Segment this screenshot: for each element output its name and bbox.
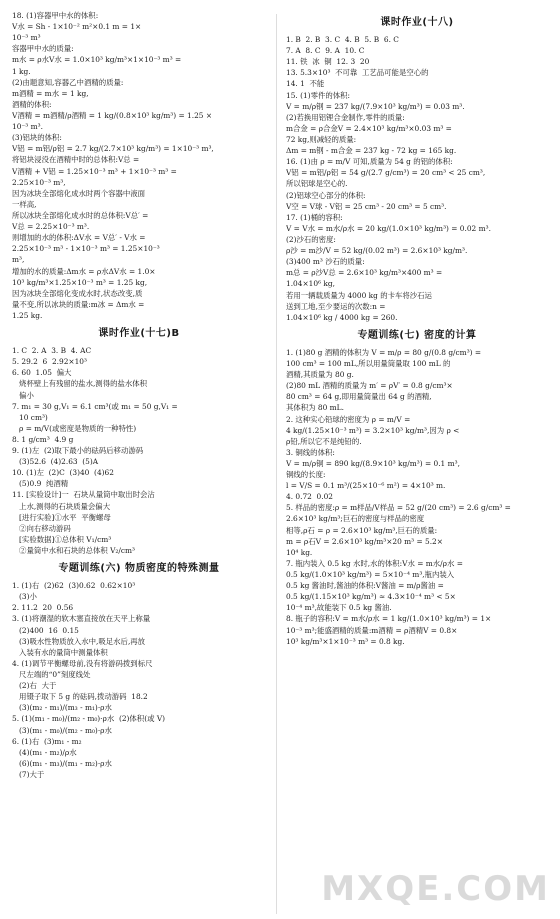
answer-line: 14. 1 不能: [286, 79, 325, 89]
watermark-logo: MXQE.COM: [321, 869, 550, 909]
left-answer-block-3: [12, 580, 266, 780]
answer-line: 偏小: [12, 390, 34, 400]
answer-line: 7. A 8. C 9. A 10. C: [286, 46, 365, 56]
answer-line: 17. (1)桶的容积:: [286, 212, 343, 222]
answer-line: 8. 1 g/cm³ 4.9 g: [12, 434, 74, 444]
answer-line: 2. 11.2 20 0.56: [12, 603, 74, 613]
answer-line: 72 kg,则减轻的质量:: [286, 134, 357, 144]
section-heading-zhuan-ti-7: 专题训练(七) 密度的计算: [357, 329, 477, 341]
answer-line: l = V/S = 0.1 m³/(25×10⁻⁶ m²) = 4×10³ m.: [286, 481, 446, 491]
answer-line: (2)铝球空心部分的体积:: [286, 190, 366, 200]
answer-line: 2.6×10³ kg/m³;巨石的密度与样品的密度: [286, 514, 425, 524]
answer-line: 0.5 kg 酱油时,酱油的体积:V酱油 = m/ρ酱油 =: [286, 581, 444, 591]
answer-line: ②向右移动游码: [12, 523, 71, 533]
answer-line: 9. (1)左 (2)取下最小的砝码后移动游码: [12, 446, 144, 456]
answer-line: 若用一辆载质量为 4000 kg 的卡车将沙石运: [286, 290, 432, 300]
answer-line: V = m/ρ钢 = 237 kg/(7.9×10³ kg/m³) = 0.03 m³.: [286, 101, 465, 111]
answer-line: (2)80 mL 酒精的质量为 m′ = ρV′ = 0.8 g/cm³×: [286, 381, 453, 391]
answer-line: V = m/ρ铜 = 890 kg/(8.9×10³ kg/m³) = 0.1 m³,: [286, 458, 460, 468]
answer-line: 将铝块浸没在酒精中时的总体积:V总 =: [12, 155, 140, 165]
answer-line: 10⁴ kg.: [286, 547, 313, 557]
answer-line: 0.5 kg/(1.0×10³ kg/m³) = 5×10⁻⁴ m³,瓶内装入: [286, 570, 455, 580]
answer-line: 2.25×10⁻³ m³ - 1×10⁻³ m³ = 1.25×10⁻³: [12, 244, 160, 254]
section-heading-ke-shi-17b: 课时作业(十七)B: [98, 328, 180, 340]
answer-line: 8. 瓶子的容积:V = m水/ρ水 = 1 kg/(1.0×10³ kg/m³) = 1×: [286, 614, 492, 624]
answer-line: 容器甲中水的质量:: [12, 44, 74, 54]
answer-line: 1. (1)80 g 酒精的体积为 V = m/ρ = 80 g/(0.8 g/cm³) =: [286, 347, 482, 357]
answer-line: 5. 29.2 6 2.92×10³: [12, 357, 87, 367]
answer-line: 10³ kg/m³×1×10⁻³ m³ = 0.8 kg.: [286, 636, 405, 646]
answer-line: (2)若换用铝锂合金制作,零件的质量:: [286, 112, 405, 122]
answer-line: V酒精 + V铝 = 1.25×10⁻³ m³ + 1×10⁻³ m³ =: [12, 166, 177, 176]
answer-line: 1. (1)右 (2)62 (3)0.62 0.62×10³: [12, 581, 136, 591]
answer-line: Δm = m钢 - m合金 = 237 kg - 72 kg = 165 kg.: [286, 146, 457, 156]
answer-line: 15. (1)零件的体积:: [286, 90, 351, 100]
answer-line: 11. 铁 冰 铜 12. 3 20: [286, 57, 370, 67]
answer-line: 7. 瓶内装入 0.5 kg 水时,水的体积:V水 = m水/ρ水 =: [286, 558, 463, 568]
answer-line: V水 = Sh - 1×10⁻² m²×0.1 m = 1×: [12, 22, 142, 32]
answer-line: (6)(m₁ - m₃)/(m₁ - m₂)·ρ水: [12, 758, 112, 768]
answer-line: ρ = m/V(或密度是物质的一种特性): [12, 423, 137, 433]
answer-line: 增加的水的质量:Δm水 = ρ水ΔV水 = 1.0×: [12, 266, 156, 276]
answer-line: m水 = ρ水V水 = 1.0×10³ kg/m³×1×10⁻³ m³ =: [12, 55, 182, 65]
answer-line: 4. 0.72 0.02: [286, 492, 334, 502]
answer-line: 所以冰块全部熔化成水时的总体积:V总′ =: [12, 210, 149, 220]
answer-line: V总 = 2.25×10⁻³ m³.: [12, 222, 90, 232]
answer-line: 11. [实验设计]一 石块从量筒中取出时会沾: [12, 490, 155, 500]
answer-line: 1.04×10⁶ kg,: [286, 279, 335, 289]
left-column: [12, 10, 266, 919]
answer-line: 一样高,: [12, 199, 37, 209]
answer-line: ρ铅,所以它不是纯铅的.: [286, 436, 362, 446]
answer-line: 1.04×10⁶ kg / 4000 kg = 260.: [286, 312, 398, 322]
answer-line: m合金 = ρ合金V = 2.4×10³ kg/m³×0.03 m³ =: [286, 123, 452, 133]
answer-line: 0.5 kg/(1.15×10³ kg/m³) ≈ 4.3×10⁻⁴ m³ < 5×: [286, 592, 456, 602]
answer-line: (5)0.9 纯酒精: [12, 479, 69, 489]
answer-line: m总 = ρ沙V总 = 2.6×10³ kg/m³×400 m³ =: [286, 268, 443, 278]
answer-line: 烧杯壁上有残留的盐水,测得的盐水体积: [12, 379, 148, 389]
answer-line: 7. m₁ = 30 g,V₁ = 6.1 cm³(或 m₁ = 50 g,V₁ =: [12, 401, 178, 411]
answer-line: m³,: [12, 255, 25, 265]
answer-line: (4)(m₁ - m₂)/ρ水: [12, 747, 77, 757]
answer-line: 10. (1)左 (2)C (3)40 (4)62: [12, 468, 114, 478]
answer-line: (3)吸水性物质放入水中,吸足水后,再放: [12, 636, 146, 646]
answer-line: 其体积为 80 mL.: [286, 403, 344, 413]
answer-line: (2)400 16 0.15: [12, 625, 79, 635]
answer-line: (2)沙石的密度:: [286, 234, 336, 244]
answer-line: 10⁻³ m³: [12, 33, 41, 43]
answer-line: (3)52.6 (4)2.63 (5)A: [12, 457, 99, 467]
answer-line: 5. 样品的密度:ρ = m样品/V样品 = 52 g/(20 cm³) = 2.6 g/cm³ =: [286, 503, 511, 513]
answer-line: 1. C 2. A 3. B 4. AC: [12, 346, 92, 356]
answer-line: 上水,测得的石块质量会偏大: [12, 501, 111, 511]
answer-line: 18. (1)容器甲中水的体积:: [12, 11, 99, 20]
answer-line: 则增加的水的体积:ΔV水 = V总′ - V水 =: [12, 233, 146, 243]
answer-line: 2.25×10⁻³ m³,: [12, 177, 66, 187]
answer-line: (2)右 大于: [12, 681, 57, 691]
answer-line: ②量筒中水和石块的总体积 V₂/cm³: [12, 546, 135, 556]
right-answer-block-2: [286, 347, 548, 647]
answer-line: 量不变,所以冰块的质量:m冰 = Δm水 =: [12, 299, 145, 309]
answer-line: 用镊子取下 5 g 的砝码,拨动游码 18.2: [12, 692, 148, 702]
answer-line: ρ沙 = m沙/V = 52 kg/(0.02 m³) = 2.6×10³ kg/m³.: [286, 246, 468, 256]
answer-line: 10⁻⁴ m³,故能装下 0.5 kg 酱油.: [286, 603, 392, 613]
left-answer-block-1: [12, 10, 266, 321]
answer-line: 1 kg.: [12, 66, 31, 76]
answer-line: V铝 = m铝/ρ铝 = 54 g/(2.7 g/cm³) = 20 cm³ < 25 cm³,: [286, 168, 486, 178]
answer-line: 5. (1)(m₁ - m₀)/(m₂ - m₀)·ρ水 (2)体积(或 V): [12, 714, 166, 724]
answer-line: 酒精的体积:: [12, 99, 52, 109]
answer-line: 送到工地,至少要运的次数:n =: [286, 301, 386, 311]
answer-line: V酒精 = m酒精/ρ酒精 = 1 kg/(0.8×10³ kg/m³) = 1.25 ×: [12, 110, 213, 120]
answer-line: 4. (1)调节平衡螺母前,没有将游码拨到标尺: [12, 658, 153, 668]
answer-line: 入装有水的量筒中测量体积: [12, 647, 108, 657]
answer-line: [实验数据]①总体积 V₁/cm³: [12, 534, 112, 544]
answer-line: 10⁻³ m³.: [12, 122, 43, 132]
answer-line: 4 kg/(1.25×10⁻³ m³) = 3.2×10³ kg/m³,因为 ρ <: [286, 425, 460, 435]
section-heading-zhuan-ti-6: 专题训练(六) 物质密度的特殊测量: [58, 563, 220, 575]
answer-line: (7)大于: [12, 770, 45, 779]
answer-line: (3)400 m³ 沙石的质量:: [286, 257, 365, 267]
answer-line: 因为冰块全部熔化变成水时,状态改变,质: [12, 288, 143, 298]
answer-line: m酒精 = m水 = 1 kg,: [12, 88, 89, 98]
left-answer-block-2: [12, 345, 266, 556]
column-divider: [276, 14, 277, 914]
answer-line: V铝 = m铝/ρ铝 = 2.7 kg/(2.7×10³ kg/m³) = 1×10⁻³ m³,: [12, 144, 214, 154]
answer-line: 3. (1)将潮湿的软木塞直接放在天平上称量: [12, 614, 151, 624]
answer-line: (3)(m₁ - m₀)/(m₂ - m₀)·ρ水: [12, 725, 112, 735]
answer-line: (3)(m₂ - m₁)/(m₃ - m₁)·ρ水: [12, 703, 112, 713]
answer-line: 80 cm³ = 64 g,即用量筒量出 64 g 的酒精,: [286, 392, 432, 402]
answer-line: 100 cm³ = 100 mL,所以用量筒量取 100 mL 的: [286, 358, 451, 368]
answer-line: 酒精,其质量为 80 g.: [286, 370, 354, 380]
right-answer-block-1: [286, 34, 548, 323]
answer-line: (3)小: [12, 592, 37, 602]
answer-line: V = V水 = m水/ρ水 = 20 kg/(1.0×10³ kg/m³) = 0.02 m³.: [286, 223, 491, 233]
answer-line: 10⁻³ m³;能盛酒精的质量:m酒精 = ρ酒精V = 0.8×: [286, 625, 458, 635]
answer-line: 3. 铜线的体积:: [286, 447, 335, 457]
answer-line: 尺左端的“0”刻度线处: [12, 670, 91, 680]
answer-line: 2. 这种实心铅球的密度为 ρ = m/V =: [286, 414, 411, 424]
answer-line: (3)铝块的体积:: [12, 133, 62, 143]
answer-line: 相等,ρ石 = ρ = 2.6×10³ kg/m³,巨石的质量:: [286, 525, 438, 535]
answer-line: 1. B 2. B 3. C 4. B 5. B 6. C: [286, 35, 399, 44]
answer-line: m = ρ石V = 2.6×10³ kg/m³×20 m³ = 5.2×: [286, 536, 443, 546]
answer-line: 所以铝球是空心的.: [286, 179, 348, 189]
answer-line: V空 = V球 - V铝 = 25 cm³ - 20 cm³ = 5 cm³.: [286, 201, 447, 211]
answer-line: 铜线的长度:: [286, 470, 326, 480]
section-heading-ke-shi-18: 课时作业(十八): [380, 17, 454, 28]
answer-line: 因为冰块全部熔化成水时两个容器中液面: [12, 188, 146, 198]
answer-line: 13. 5.3×10³ 不可靠 工艺品可能是空心的: [286, 68, 429, 78]
answer-line: 6. (1)右 (3)m₁ - m₂: [12, 736, 82, 746]
answer-line: 16. (1)由 ρ = m/V 可知,质量为 54 g 的铝的体积:: [286, 157, 453, 167]
answer-line: 10 cm³): [12, 412, 48, 422]
answer-line: 1.25 kg.: [12, 310, 43, 320]
answer-line: 6. 60 1.05 偏大: [12, 368, 72, 378]
answer-line: (2)由题意知,容器乙中酒精的质量:: [12, 77, 124, 87]
right-column: [286, 10, 548, 919]
answer-line: [进行实验]①水平 平衡螺母: [12, 512, 111, 522]
answer-line: 10³ kg/m³×1.25×10⁻³ m³ = 1.25 kg,: [12, 277, 148, 287]
